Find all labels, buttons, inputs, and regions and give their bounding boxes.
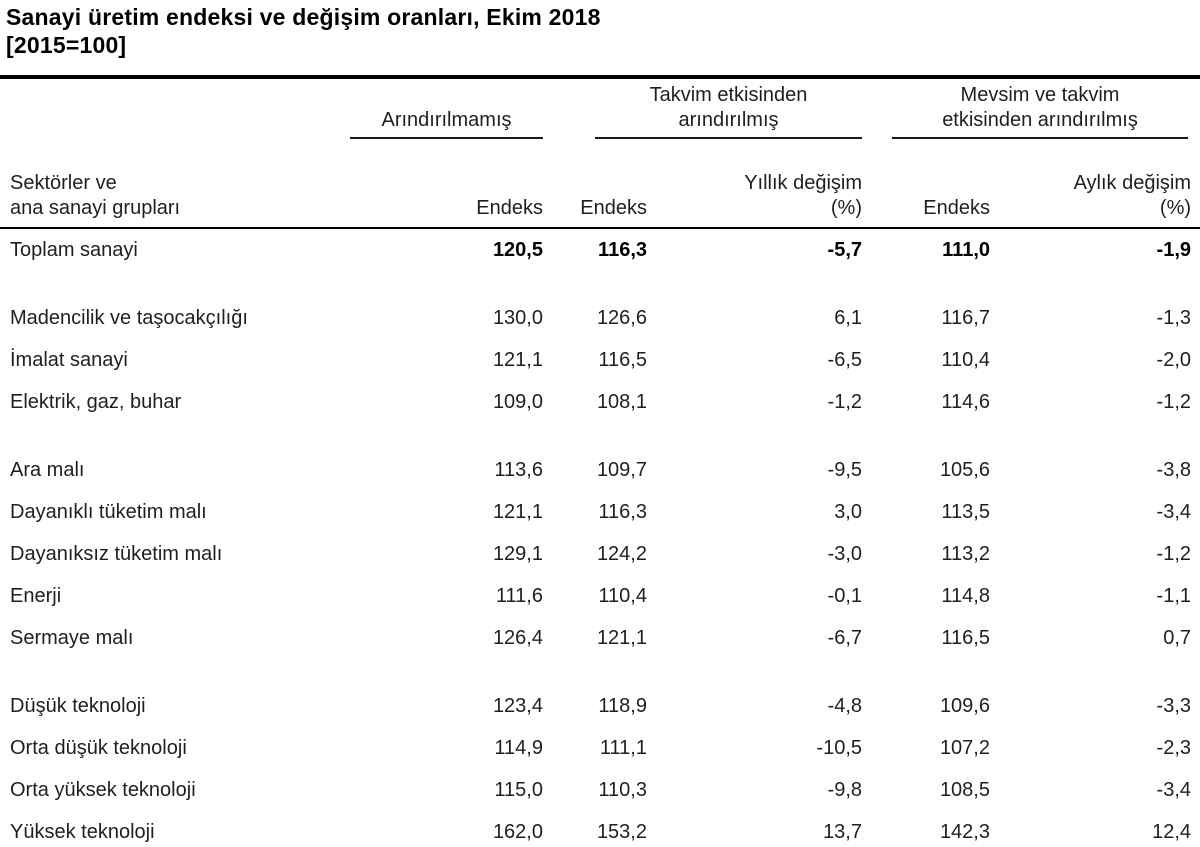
col-header-endeks-calendar: Endeks — [543, 139, 647, 228]
value-monthly-change: -3,4 — [1156, 500, 1192, 523]
value-monthly-change: -2,3 — [1156, 736, 1192, 759]
value-monthly-change: -1,9 — [1156, 238, 1192, 261]
value-endeks-calendar: 116,3 — [598, 238, 647, 261]
value-endeks-seasonal: 108,5 — [939, 778, 990, 801]
value-endeks-unadjusted: 120,5 — [492, 238, 543, 261]
sector-label: Orta yüksek teknoloji — [10, 778, 196, 801]
column-group-calendar-adjusted — [543, 77, 862, 139]
title-block — [0, 0, 1200, 75]
value-endeks-calendar: 111,1 — [599, 736, 647, 759]
column-group-empty — [0, 77, 350, 139]
value-endeks-seasonal: 114,8 — [941, 584, 990, 607]
value-annual-change: -4,8 — [827, 694, 862, 717]
value-endeks-calendar: 124,2 — [596, 542, 647, 565]
value-endeks-calendar: 109,7 — [596, 458, 647, 481]
value-endeks-unadjusted: 115,0 — [494, 778, 543, 801]
value-endeks-seasonal: 105,6 — [939, 458, 990, 481]
sector-label: Enerji — [10, 584, 62, 607]
col-header-text: (%) — [830, 197, 862, 219]
value-endeks-unadjusted: 121,1 — [492, 500, 543, 523]
column-group-label: Arındırılmamış — [381, 109, 512, 131]
value-annual-change: -6,5 — [827, 348, 862, 371]
col-header-endeks-seasonal: Endeks — [862, 139, 990, 228]
value-monthly-change: 12,4 — [1152, 820, 1192, 843]
row-spacer — [0, 659, 1200, 685]
col-header-endeks-unadjusted: Endeks — [350, 139, 543, 228]
col-header-annual-change — [647, 139, 862, 228]
sector-label: Sermaye malı — [10, 626, 134, 649]
value-annual-change: 13,7 — [823, 820, 862, 843]
value-endeks-unadjusted: 109,0 — [492, 390, 543, 413]
value-endeks-seasonal: 111,0 — [942, 238, 990, 261]
value-endeks-unadjusted: 113,6 — [494, 458, 543, 481]
row-spacer-cell — [0, 271, 1200, 297]
value-annual-change: -5,7 — [827, 238, 862, 261]
table-row — [0, 449, 1200, 491]
value-annual-change: -10,5 — [816, 736, 862, 759]
value-endeks-unadjusted: 114,9 — [494, 736, 543, 759]
sector-label: Dayanıklı tüketim malı — [10, 500, 207, 523]
value-annual-change: 6,1 — [834, 306, 862, 329]
value-endeks-calendar: 110,4 — [598, 584, 647, 607]
column-group-label: etkisinden arındırılmış — [942, 109, 1138, 131]
table-row — [0, 381, 1200, 423]
value-annual-change: -1,2 — [827, 390, 862, 413]
value-monthly-change: -1,2 — [1156, 542, 1192, 565]
value-monthly-change: 0,7 — [1163, 626, 1192, 649]
col-header-text: ana sanayi grupları — [10, 197, 181, 219]
page-title: Sanayi üretim endeksi ve değişim oranları, Ekim 2018 — [6, 4, 601, 30]
value-monthly-change: -3,8 — [1156, 458, 1192, 481]
value-endeks-calendar: 118,9 — [598, 694, 647, 717]
sector-label: Orta düşük teknoloji — [10, 736, 187, 759]
value-endeks-calendar: 108,1 — [596, 390, 647, 413]
row-spacer — [0, 423, 1200, 449]
table-row — [0, 811, 1200, 847]
value-annual-change: 3,0 — [834, 500, 862, 523]
table-row — [0, 685, 1200, 727]
value-endeks-seasonal: 113,5 — [941, 500, 990, 523]
col-header-sectors — [0, 139, 350, 228]
value-endeks-seasonal: 116,5 — [941, 626, 990, 649]
sector-label: Yüksek teknoloji — [10, 820, 155, 843]
value-endeks-unadjusted: 111,6 — [495, 584, 543, 607]
col-header-text: Sektörler ve — [10, 172, 117, 194]
value-endeks-calendar: 126,6 — [596, 306, 647, 329]
value-monthly-change: -2,0 — [1156, 348, 1192, 371]
value-monthly-change: -1,3 — [1156, 306, 1192, 329]
table-row — [0, 727, 1200, 769]
value-endeks-calendar: 153,2 — [596, 820, 647, 843]
table-row — [0, 228, 1200, 271]
col-header-monthly-change — [990, 139, 1200, 228]
value-endeks-unadjusted: 130,0 — [492, 306, 543, 329]
row-spacer-cell — [0, 423, 1200, 449]
table-row — [0, 491, 1200, 533]
table-row — [0, 575, 1200, 617]
value-endeks-calendar: 116,3 — [598, 500, 647, 523]
sector-label: Dayanıksız tüketim malı — [10, 542, 223, 565]
table-row — [0, 769, 1200, 811]
col-header-text: Aylık değişim — [1073, 172, 1192, 194]
value-endeks-unadjusted: 121,1 — [492, 348, 543, 371]
column-header-row — [0, 139, 1200, 228]
sector-label: Madencilik ve taşocakçılığı — [10, 306, 248, 329]
value-endeks-calendar: 116,5 — [598, 348, 647, 371]
value-monthly-change: -3,4 — [1156, 778, 1192, 801]
value-annual-change: -0,1 — [827, 584, 862, 607]
table-row — [0, 617, 1200, 659]
value-endeks-unadjusted: 162,0 — [492, 820, 543, 843]
index-base-note: [2015=100] — [6, 32, 127, 58]
value-endeks-unadjusted: 126,4 — [492, 626, 543, 649]
value-annual-change: -9,8 — [827, 778, 862, 801]
value-endeks-seasonal: 107,2 — [939, 736, 990, 759]
value-monthly-change: -1,2 — [1156, 390, 1192, 413]
sector-label: Elektrik, gaz, buhar — [10, 390, 182, 413]
sector-label: İmalat sanayi — [10, 348, 128, 371]
sector-label: Toplam sanayi — [10, 238, 138, 261]
industrial-production-table — [0, 75, 1200, 847]
column-group-row — [0, 77, 1200, 139]
column-group-label: arındırılmış — [678, 109, 779, 131]
value-monthly-change: -1,1 — [1156, 584, 1192, 607]
sector-label: Ara malı — [10, 458, 85, 481]
col-header-text: (%) — [1159, 197, 1192, 219]
row-spacer — [0, 271, 1200, 297]
table-row — [0, 297, 1200, 339]
column-group-unadjusted — [350, 77, 543, 139]
table-row — [0, 533, 1200, 575]
value-endeks-calendar: 110,3 — [598, 778, 647, 801]
value-annual-change: -3,0 — [827, 542, 862, 565]
value-endeks-unadjusted: 129,1 — [492, 542, 543, 565]
value-endeks-seasonal: 110,4 — [941, 348, 990, 371]
value-monthly-change: -3,3 — [1156, 694, 1192, 717]
col-header-text: Yıllık değişim — [744, 172, 862, 194]
value-endeks-calendar: 121,1 — [596, 626, 647, 649]
value-annual-change: -6,7 — [827, 626, 862, 649]
value-endeks-seasonal: 114,6 — [941, 390, 990, 413]
value-endeks-seasonal: 116,7 — [941, 306, 990, 329]
value-endeks-seasonal: 142,3 — [939, 820, 990, 843]
column-group-seasonal-calendar-adjusted — [862, 77, 1200, 139]
table-row — [0, 339, 1200, 381]
value-endeks-unadjusted: 123,4 — [492, 694, 543, 717]
column-group-label: Takvim etkisinden — [649, 84, 808, 106]
value-annual-change: -9,5 — [827, 458, 862, 481]
row-spacer-cell — [0, 659, 1200, 685]
value-endeks-seasonal: 109,6 — [939, 694, 990, 717]
sector-label: Düşük teknoloji — [10, 694, 146, 717]
value-endeks-seasonal: 113,2 — [941, 542, 990, 565]
column-group-label: Mevsim ve takvim — [960, 84, 1120, 106]
